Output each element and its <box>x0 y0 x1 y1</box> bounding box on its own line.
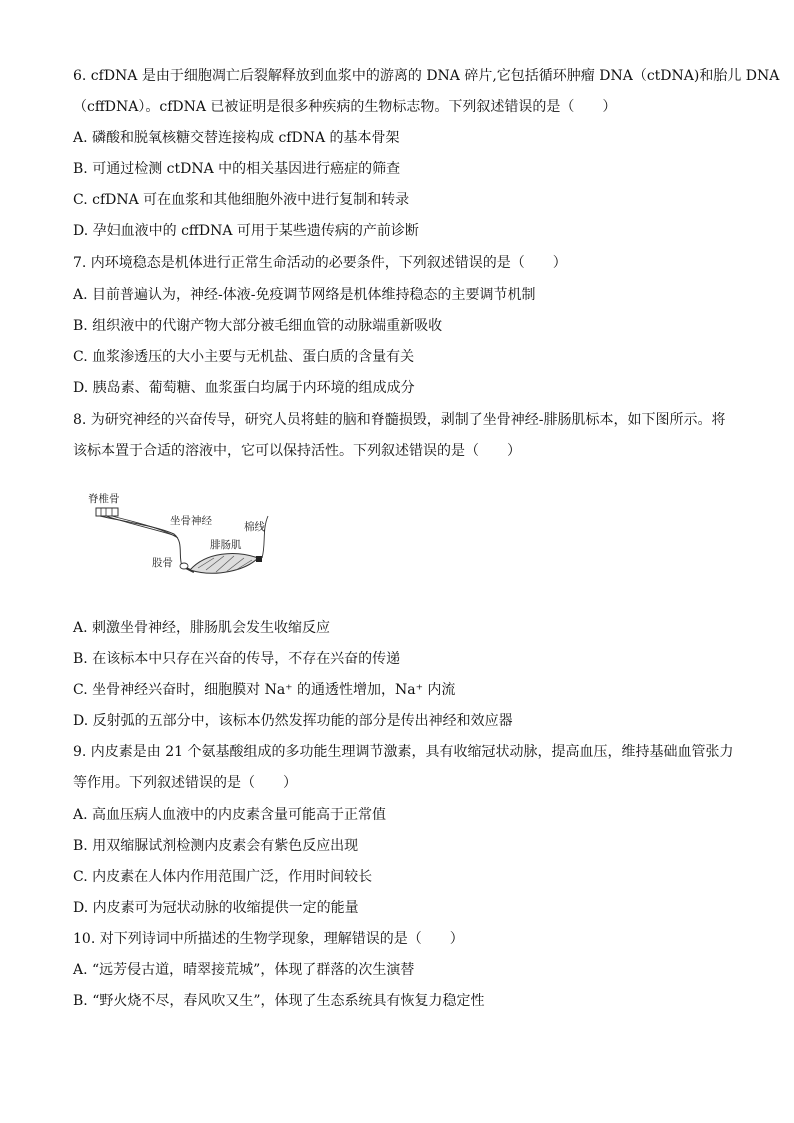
q7-option-b: B. 组织液中的代谢产物大部分被毛细血管的动脉端重新吸收 <box>73 318 443 334</box>
q8-option-c: C. 坐骨神经兴奋时，细胞膜对 Na⁺ 的通透性增加，Na⁺ 内流 <box>73 682 456 698</box>
figure-label-nerve: 坐骨神经 <box>170 515 212 527</box>
q10-option-b: B. “野火烧不尽，春风吹又生”，体现了生态系统具有恢复力稳定性 <box>73 993 485 1009</box>
q9-stem-line-2: 等作用。下列叙述错误的是（ ） <box>73 775 297 791</box>
tendon-knot-shape <box>256 556 262 562</box>
q7-stem-line-1: 7. 内环境稳态是机体进行正常生命活动的必要条件，下列叙述错误的是（ ） <box>73 255 567 271</box>
q6-stem-line-1: 6. cfDNA 是由于细胞凋亡后裂解释放到血浆中的游离的 DNA 碎片,它包括循环肿瘤 DNA（ctDNA)和胎儿 DNA <box>73 68 780 84</box>
gastrocnemius-muscle-shape <box>190 554 258 574</box>
q7-option-a: A. 目前普遍认为，神经-体液-免疫调节网络是机体维持稳态的主要调节机制 <box>73 287 536 303</box>
figure-label-spine: 脊椎骨 <box>88 493 120 505</box>
q8-option-d: D. 反射弧的五部分中，该标本仍然发挥功能的部分是传出神经和效应器 <box>73 713 513 729</box>
q6-option-b: B. 可通过检测 ctDNA 中的相关基因进行癌症的筛查 <box>73 161 401 177</box>
figure-label-muscle: 腓肠肌 <box>210 539 242 551</box>
figure-label-femur: 股骨 <box>152 557 173 569</box>
q6-option-c: C. cfDNA 可在血浆和其他细胞外液中进行复制和转录 <box>73 192 410 208</box>
q8-stem-line-2: 该标本置于合适的溶液中，它可以保持活性。下列叙述错误的是（ ） <box>73 443 521 459</box>
q8-option-b: B. 在该标本中只存在兴奋的传导，不存在兴奋的传递 <box>73 651 401 667</box>
figure-label-thread: 棉线 <box>244 521 265 533</box>
q9-option-b: B. 用双缩脲试剂检测内皮素会有紫色反应出现 <box>73 838 359 854</box>
q9-option-d: D. 内皮素可为冠状动脉的收缩提供一定的能量 <box>73 900 359 916</box>
q6-stem-line-2: （cffDNA）。cfDNA 已被证明是很多种疾病的生物标志物。下列叙述错误的是（ ） <box>73 99 617 115</box>
q7-option-d: D. 胰岛素、葡萄糖、血浆蛋白均属于内环境的组成成分 <box>73 380 415 396</box>
q8-option-a: A. 刺激坐骨神经，腓肠肌会发生收缩反应 <box>73 620 331 636</box>
q9-option-a: A. 高血压病人血液中的内皮素含量可能高于正常值 <box>73 807 387 823</box>
spine-bone-shape <box>96 508 118 516</box>
q9-option-c: C. 内皮素在人体内作用范围广泛，作用时间较长 <box>73 869 373 885</box>
q8-stem-line-1: 8. 为研究神经的兴奋传导，研究人员将蛙的脑和脊髓损毁，剥制了坐骨神经-腓肠肌标本，如下图所示。将 <box>73 412 726 428</box>
sciatic-nerve-gastrocnemius-figure <box>86 486 286 582</box>
q9-stem-line-1: 9. 内皮素是由 21 个氨基酸组成的多功能生理调节激素，具有收缩冠状动脉，提高血压，维持基础血管张力 <box>73 744 734 760</box>
q6-option-d: D. 孕妇血液中的 cffDNA 可用于某些遗传病的产前诊断 <box>73 223 419 239</box>
q7-option-c: C. 血浆渗透压的大小主要与无机盐、蛋白质的含量有关 <box>73 349 415 365</box>
q6-option-a: A. 磷酸和脱氧核糖交替连接构成 cfDNA 的基本骨架 <box>73 130 400 146</box>
q10-option-a: A. “远芳侵古道，晴翠接荒城”，体现了群落的次生演替 <box>73 962 415 978</box>
q10-stem-line-1: 10. 对下列诗词中所描述的生物学现象，理解错误的是（ ） <box>73 931 464 947</box>
